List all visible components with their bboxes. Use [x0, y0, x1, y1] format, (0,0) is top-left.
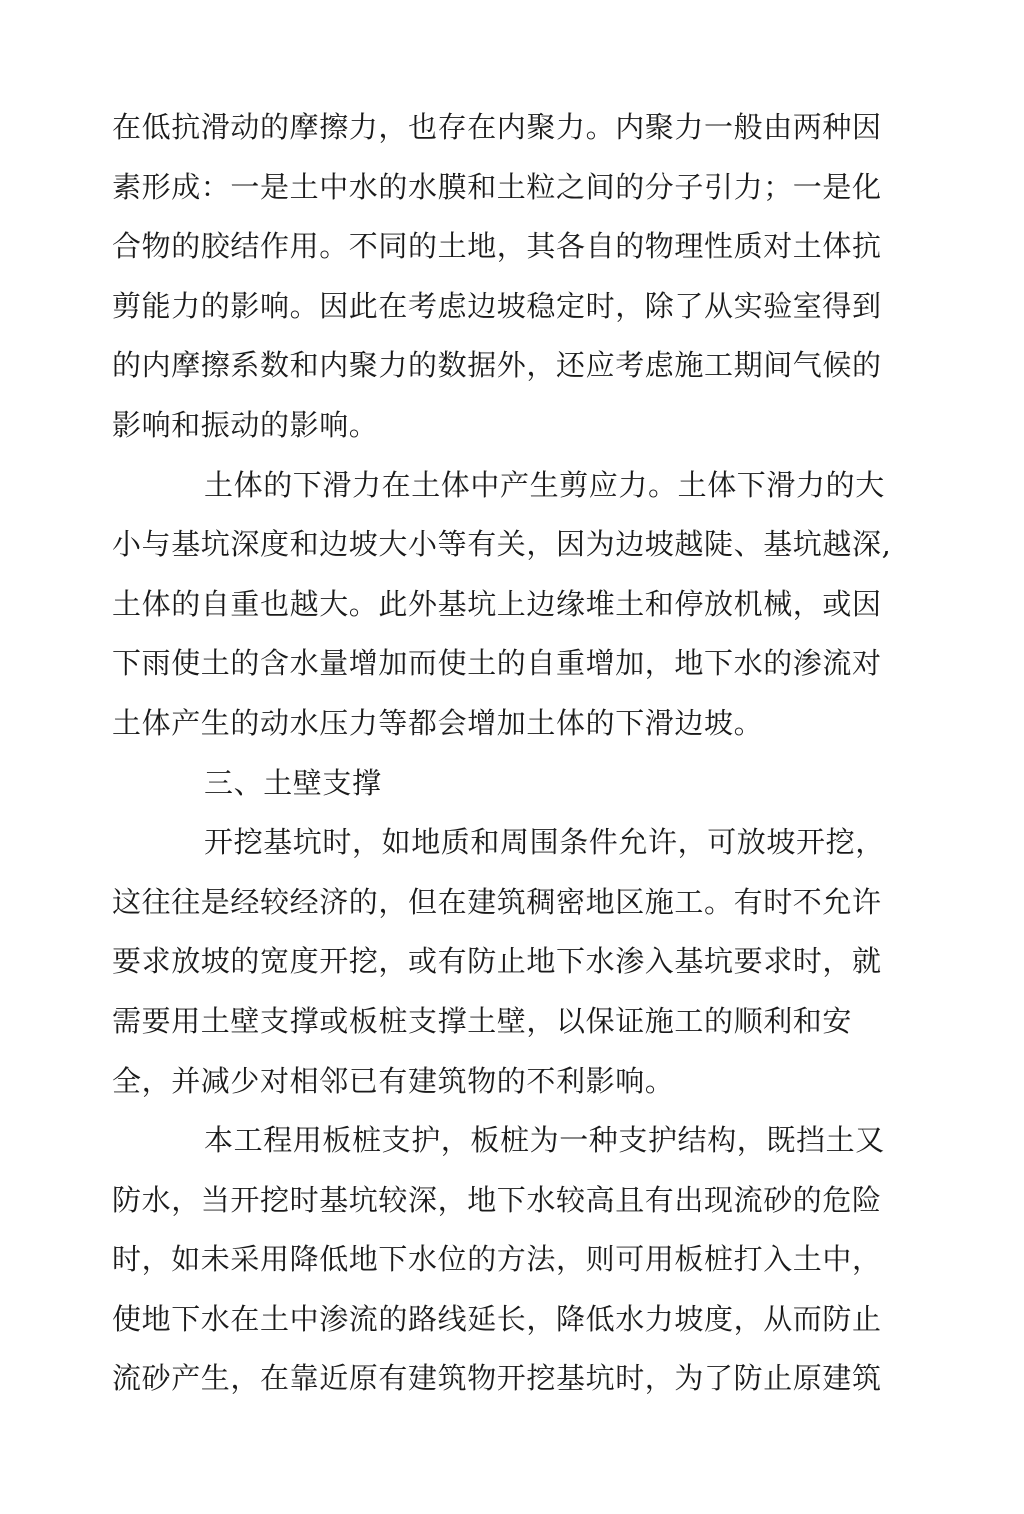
text-line: 使地下水在土中渗流的路线延长，降低水力坡度，从而防止	[112, 1301, 882, 1336]
paragraph-first-line: 开挖基坑时，如地质和周围条件允许，可放坡开挖，	[204, 825, 885, 860]
text-line: 合物的胶结作用。不同的土地，其各自的物理性质对土体抗	[112, 229, 882, 264]
text-line: 土体的自重也越大。此外基坑上边缘堆土和停放机械，或因	[112, 586, 882, 621]
text-line: 的内摩擦系数和内聚力的数据外，还应考虑施工期间气候的	[112, 348, 882, 383]
text-line: 防水，当开挖时基坑较深，地下水较高且有出现流砂的危险	[112, 1182, 882, 1217]
text-line: 流砂产生，在靠近原有建筑物开挖基坑时，为了防止原建筑	[112, 1361, 882, 1396]
text-line: 素形成：一是土中水的水膜和土粒之间的分子引力；一是化	[112, 169, 882, 204]
text-line: 全，并减少对相邻已有建筑物的不利影响。	[112, 1063, 675, 1098]
text-line: 土体产生的动水压力等都会增加土体的下滑边坡。	[112, 705, 764, 740]
text-line: 要求放坡的宽度开挖，或有防止地下水渗入基坑要求时，就	[112, 944, 882, 979]
text-line: 需要用土壁支撑或板桩支撑土壁，以保证施工的顺利和安	[112, 1003, 853, 1038]
text-line: 这往往是经较经济的，但在建筑稠密地区施工。有时不允许	[112, 884, 882, 919]
section-heading: 三、土壁支撑	[204, 765, 382, 800]
paragraph-first-line: 土体的下滑力在土体中产生剪应力。土体下滑力的大	[204, 467, 885, 502]
text-line: 下雨使土的含水量增加而使土的自重增加，地下水的渗流对	[112, 646, 882, 681]
text-line: 在低抗滑动的摩擦力，也存在内聚力。内聚力一般由两种因	[112, 110, 882, 144]
document-page	[112, 98, 892, 1409]
text-line: 小与基坑深度和边坡大小等有关，因为边坡越陡、基坑越深,	[112, 527, 892, 562]
paragraph-first-line: 本工程用板桩支护，板桩为一种支护结构，既挡土又	[204, 1123, 885, 1158]
text-line: 剪能力的影响。因此在考虑边坡稳定时，除了从实验室得到	[112, 288, 882, 323]
text-line: 时，如未采用降低地下水位的方法，则可用板桩打入土中，	[112, 1242, 882, 1277]
text-line: 影响和振动的影响。	[112, 407, 379, 442]
